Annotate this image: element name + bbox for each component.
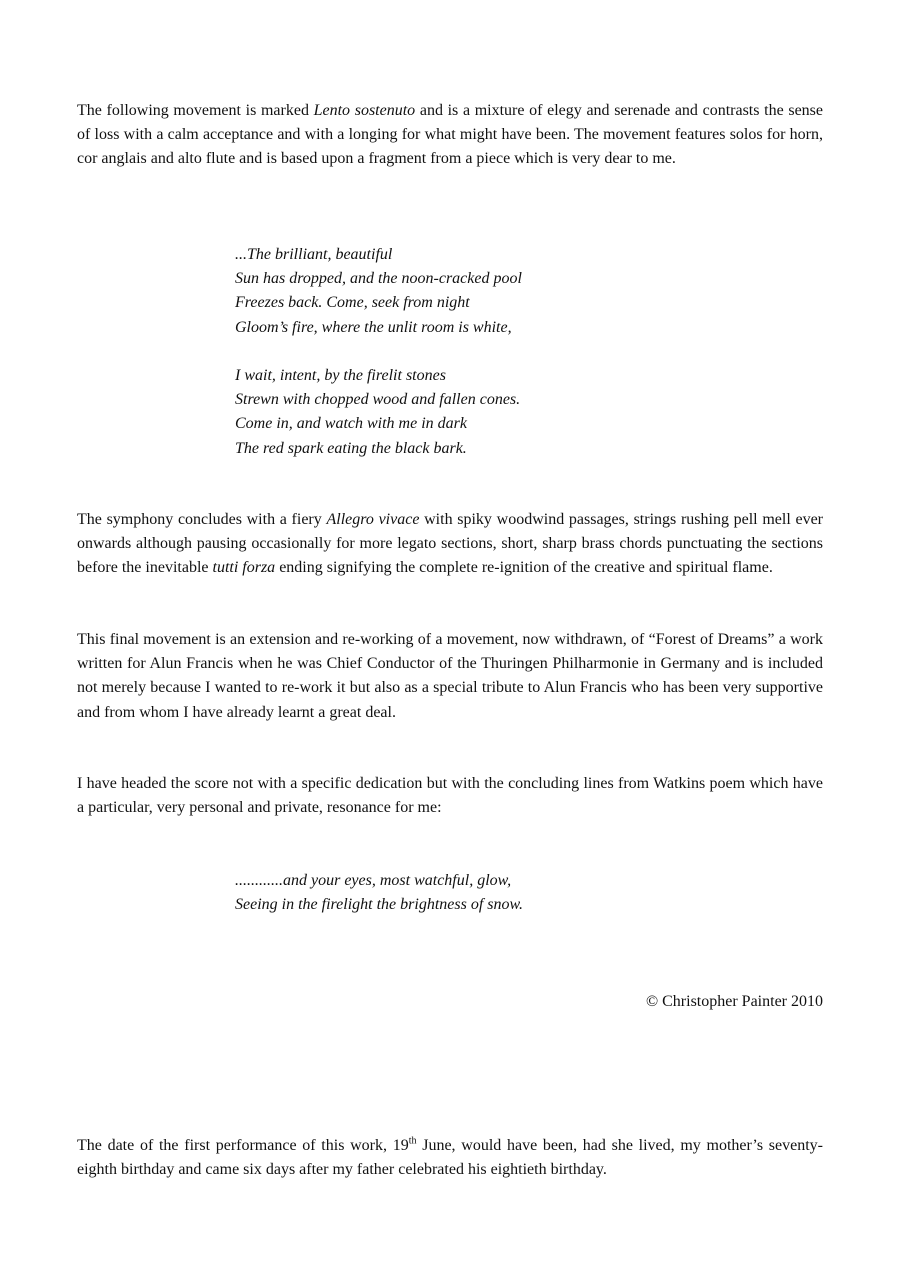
poem1-line-3: Freezes back. Come, seek from night xyxy=(235,294,470,312)
paragraph-allegro-vivace xyxy=(77,508,823,581)
p2-text-end: ending signifying the complete re-ignition of the creative and spiritual flame. xyxy=(275,559,773,577)
paragraph-first-performance xyxy=(77,1134,823,1182)
p2-emphasis-2: tutti forza xyxy=(212,559,276,577)
poem2-line-2: Seeing in the firelight the brightness of snow. xyxy=(235,896,523,914)
poem-concluding-lines xyxy=(235,869,523,917)
poem-stanza-1 xyxy=(235,243,522,340)
poem1-line-5: I wait, intent, by the firelit stones xyxy=(235,367,446,384)
poem1-line-8: The red spark eating the black bark. xyxy=(235,439,467,457)
p5-text-start: The date of the first performance of this work, 19 xyxy=(77,1137,409,1154)
poem1-line-1: ...The brilliant, beautiful xyxy=(235,246,393,263)
p5-ordinal-suffix: th xyxy=(408,1135,417,1147)
poem2-line-1: ............and your eyes, most watchful, glow, xyxy=(235,872,512,889)
poem1-line-4: Gloom’s fire, where the unlit room is white, xyxy=(235,318,512,336)
poem1-line-6: Strewn with chopped wood and fallen cones. xyxy=(235,391,521,409)
p1-emphasis: Lento sostenuto xyxy=(313,102,416,119)
p2-emphasis-1: Allegro vivace xyxy=(326,511,420,528)
poem1-line-2: Sun has dropped, and the noon-cracked pool xyxy=(235,270,522,288)
paragraph-lento-sostenuto xyxy=(77,99,823,172)
p5-text-end: June, would have been, had she lived, my mother’s seventy-eighth birthday and came six days after my father celebrated his eightieth birthday. xyxy=(77,1137,824,1179)
p2-text-start: The symphony concludes with a fiery xyxy=(77,511,327,528)
p1-text-start: The following movement is marked xyxy=(77,102,314,119)
p2-text-middle: with spiky woodwind passages, strings rushing pell mell ever onwards although pausing occasionally for more legato sections, short, sharp brass chords punctuating the sections before the inevitable xyxy=(77,511,823,577)
paragraph-watkins-poem: I have headed the score not with a specific dedication but with the concluding lines from Watkins poem which have a particular, very personal and private, resonance for me: xyxy=(77,775,823,817)
p1-text-end: and is a mixture of elegy and serenade and contrasts the sense of loss with a calm acceptance and with a longing for what might have been. The movement features solos for horn, cor anglais and alto flute and is based upon a fragment from a piece which is very dear to me. xyxy=(77,102,824,168)
poem-stanza-2 xyxy=(235,364,520,461)
paragraph-forest-of-dreams: This final movement is an extension and re-working of a movement, now withdrawn, of “Forest of Dreams” a work written for Alun Francis when he was Chief Conductor of the Thuringen Philharmonie in Germany and is included not merely because I wanted to re-work it but also as a special tribute to Alun Francis who has been very supportive and from whom I have already learnt a great deal. xyxy=(77,631,823,721)
poem1-line-7: Come in, and watch with me in dark xyxy=(235,415,467,433)
copyright-notice: © Christopher Painter 2010 xyxy=(645,993,823,1010)
